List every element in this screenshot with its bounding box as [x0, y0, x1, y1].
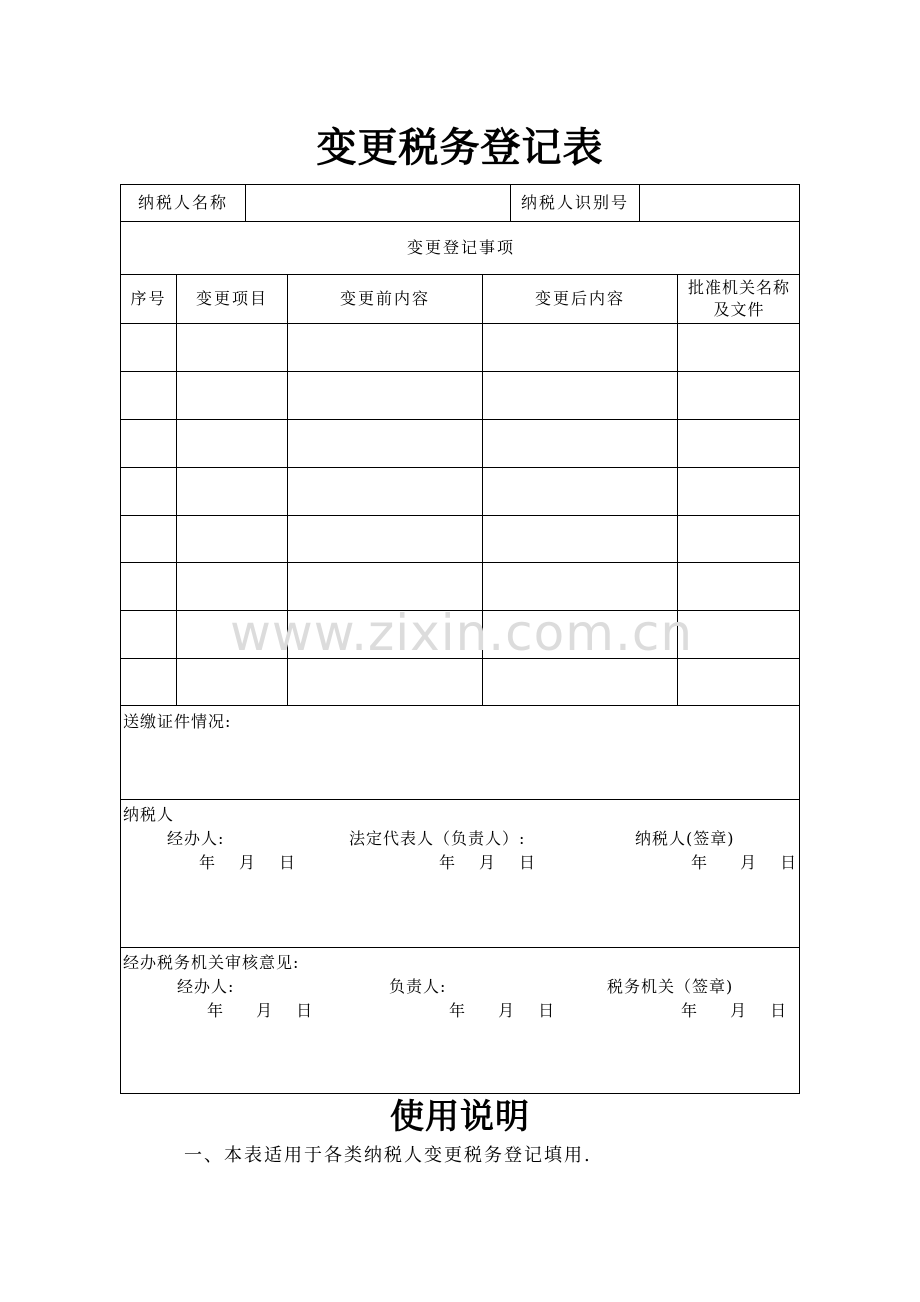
column-header-approval: 批准机关名称及文件	[687, 278, 790, 319]
tax-office-seal-label: 税务机关（签章)	[607, 977, 734, 996]
section-title: 变更登记事项	[406, 238, 515, 257]
table-row[interactable]	[121, 562, 799, 563]
table-row[interactable]	[121, 419, 799, 420]
table-row[interactable]	[121, 515, 799, 516]
divider	[176, 274, 177, 705]
table-row[interactable]	[121, 467, 799, 468]
taxpayer-seal-label: 纳税人(签章)	[635, 829, 735, 848]
table-row[interactable]	[121, 705, 799, 706]
taxpayer-handler-date: 年 月 日	[199, 853, 300, 872]
tax-office-handler-date: 年 月 日	[207, 1001, 317, 1020]
watermark: www.zixin.com.cn	[230, 604, 694, 662]
taxpayer-name-label: 纳税人名称	[137, 193, 228, 212]
table-row[interactable]	[121, 371, 799, 372]
usage-title: 使用说明	[390, 1097, 530, 1137]
taxpayer-id-field[interactable]	[640, 185, 800, 221]
form-title: 变更税务登记表	[316, 124, 604, 171]
taxpayer-section-label: 纳税人	[123, 805, 175, 824]
divider	[121, 799, 799, 800]
tax-office-responsible-date: 年 月 日	[449, 1001, 559, 1020]
tax-office-seal-date: 年 月 日	[681, 1001, 791, 1020]
divider	[121, 323, 799, 324]
column-header-before: 变更前内容	[339, 289, 430, 308]
column-header-index: 序号	[130, 289, 167, 308]
taxpayer-name-field[interactable]	[246, 185, 510, 221]
usage-line-1: 一、本表适用于各类纳税人变更税务登记填用.	[184, 1145, 592, 1166]
documents-label: 送缴证件情况:	[123, 712, 232, 731]
tax-office-handler-label: 经办人:	[177, 977, 235, 996]
taxpayer-id-label: 纳税人识别号	[520, 193, 629, 212]
legal-representative-label: 法定代表人（负责人）:	[349, 829, 526, 848]
taxpayer-seal-date: 年 月 日	[691, 853, 801, 872]
column-header-after: 变更后内容	[534, 289, 625, 308]
taxpayer-handler-label: 经办人:	[167, 829, 225, 848]
tax-office-responsible-label: 负责人:	[389, 977, 447, 996]
legal-rep-date: 年 月 日	[439, 853, 540, 872]
column-header-item: 变更项目	[195, 289, 268, 308]
tax-office-section-label: 经办税务机关审核意见:	[123, 953, 300, 972]
divider	[121, 947, 799, 948]
